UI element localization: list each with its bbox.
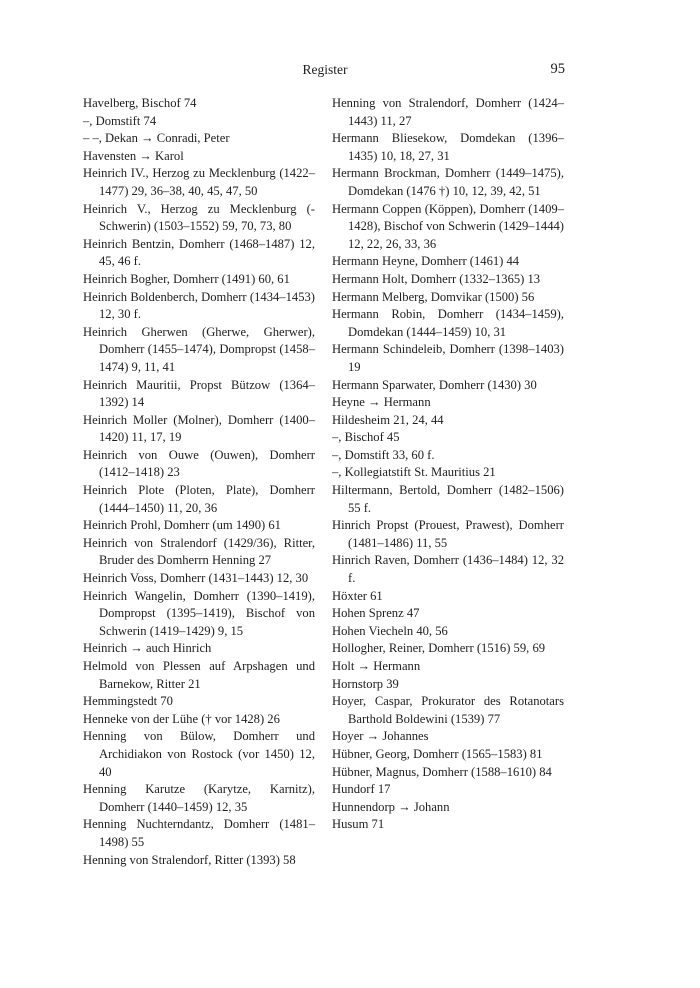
index-entry: –, Domstift 74 bbox=[83, 113, 157, 128]
index-entry: Hermann Heyne, Domherr (1461) 44 bbox=[332, 254, 520, 269]
index-entry: Helmold von Plessen auf Arpshagen und Barnekow, Ritter 21 bbox=[83, 659, 315, 691]
index-entry: Heinrich → auch Hinrich bbox=[83, 641, 212, 656]
index-entry: Hermann Brockman, Domherr (1449–1475), Domdekan (1476 †) 10, 12, 39, 42, 51 bbox=[332, 166, 564, 198]
index-entry: Hübner, Georg, Domherr (1565–1583) 81 bbox=[332, 746, 543, 761]
index-entry: Hohen Viecheln 40, 56 bbox=[332, 623, 448, 638]
index-entry: Heinrich Mauritii, Propst Bützow (1364–1392) 14 bbox=[83, 377, 315, 410]
index-entry: –, Domstift 33, 60 f. bbox=[332, 447, 435, 462]
index-entry: Hermann Schindeleib, Domherr (1398–1403) 19 bbox=[332, 342, 564, 374]
index-entry: Hermann Coppen (Köppen), Domherr (1409–1428), Bischof von Schwerin (1429–1444) 12, 22, 26, 33, 36 bbox=[332, 201, 564, 251]
index-entry: Heinrich von Ouwe (Ouwen), Domherr (1412–1418) 23 bbox=[83, 447, 315, 480]
running-head bbox=[0, 62, 700, 82]
index-entry: Heinrich Voss, Domherr (1431–1443) 12, 30 bbox=[83, 571, 309, 586]
index-entry: Holt → Hermann bbox=[332, 659, 421, 673]
index-entry: Havelberg, Bischof 74 bbox=[83, 96, 197, 110]
index-entry: Hermann Bliesekow, Domdekan (1396–1435) 10, 18, 27, 31 bbox=[332, 131, 564, 163]
index-entry: Henning von Stralendorf, Domherr (1424–1443) 11, 27 bbox=[332, 96, 564, 128]
index-entry: Hornstorp 39 bbox=[332, 676, 399, 691]
index-entry: Henneke von der Lühe († vor 1428) 26 bbox=[83, 711, 280, 726]
index-entry: Hiltermann, Bertold, Domherr (1482–1506) 55 f. bbox=[332, 483, 564, 515]
index-entry: Heinrich Plote (Ploten, Plate), Domherr (1444–1450) 11, 20, 36 bbox=[83, 483, 315, 515]
index-entry: Henning Karutze (Karytze, Karnitz), Domherr (1440–1459) 12, 35 bbox=[83, 782, 315, 814]
index-entry: Heinrich Moller (Molner), Domherr (1400–1420) 11, 17, 19 bbox=[83, 412, 315, 445]
index-entry: Heinrich von Stralendorf (1429/36), Ritter, Bruder des Domherrn Henning 27 bbox=[83, 535, 315, 568]
index-column-left bbox=[83, 95, 315, 869]
index-entry: – –, Dekan → Conradi, Peter bbox=[83, 131, 230, 146]
index-entry: Heinrich Gherwen (Gherwe, Gherwer), Domherr (1455–1474), Dompropst (1458–1474) 9, 11, 41 bbox=[83, 324, 315, 374]
index-entry: Hermann Holt, Domherr (1332–1365) 13 bbox=[332, 271, 541, 286]
index-entry: Hollogher, Reiner, Domherr (1516) 59, 69 bbox=[332, 641, 546, 656]
index-entry: Hunnendorp → Johann bbox=[332, 799, 450, 814]
index-entry: Höxter 61 bbox=[332, 588, 383, 603]
index-entry: Hoyer, Caspar, Prokurator des Rotanotars Barthold Boldewini (1539) 77 bbox=[332, 694, 564, 726]
index-entry: Heinrich Bogher, Domherr (1491) 60, 61 bbox=[83, 271, 290, 286]
index-entry: Hildesheim 21, 24, 44 bbox=[332, 412, 444, 427]
index-entry: Hohen Sprenz 47 bbox=[332, 606, 420, 621]
index-entry: Hermann Sparwater, Domherr (1430) 30 bbox=[332, 377, 537, 392]
index-entry: Heyne → Hermann bbox=[332, 395, 431, 410]
running-title: Register bbox=[302, 62, 348, 77]
index-entry: Heinrich Boldenberch, Domherr (1434–1453) 12, 30 f. bbox=[83, 289, 315, 322]
index-entry: Henning von Bülow, Domherr und Archidiakon von Rostock (vor 1450) 12, 40 bbox=[83, 729, 315, 779]
index-entry: Hinrich Propst (Prouest, Prawest), Domherr (1481–1486) 11, 55 bbox=[332, 518, 564, 550]
index-entry: Hübner, Magnus, Domherr (1588–1610) 84 bbox=[332, 764, 552, 779]
index-entry: Havensten → Karol bbox=[83, 148, 184, 163]
index-entry: Hoyer → Johannes bbox=[332, 729, 429, 744]
index-entry: Hinrich Raven, Domherr (1436–1484) 12, 32 f. bbox=[332, 553, 564, 586]
index-entry: Hermann Melberg, Domvikar (1500) 56 bbox=[332, 289, 535, 304]
index-entry: Hundorf 17 bbox=[332, 782, 391, 797]
index-entry: Hemmingstedt 70 bbox=[83, 694, 173, 709]
index-entry: Heinrich V., Herzog zu Mecklenburg (-Schwerin) (1503–1552) 59, 70, 73, 80 bbox=[83, 201, 315, 234]
index-entry: Heinrich Bentzin, Domherr (1468–1487) 12, 45, 46 f. bbox=[83, 236, 315, 269]
index-entry: Heinrich Wangelin, Domherr (1390–1419), Dompropst (1395–1419), Bischof von Schwerin (1419–1429) 9, 15 bbox=[83, 588, 315, 638]
index-entry: Heinrich IV., Herzog zu Mecklenburg (1422–1477) 29, 36–38, 40, 45, 47, 50 bbox=[83, 166, 315, 198]
index-entry: Henning von Stralendorf, Ritter (1393) 58 bbox=[83, 852, 296, 867]
page-number: 95 bbox=[550, 61, 565, 77]
index-column-right bbox=[332, 95, 564, 834]
index-entry: Henning Nuchterndantz, Domherr (1481–1498) 55 bbox=[83, 817, 315, 849]
index-entry: –, Kollegiatstift St. Mauritius 21 bbox=[332, 465, 496, 480]
index-entry: Hermann Robin, Domherr (1434–1459), Domdekan (1444–1459) 10, 31 bbox=[332, 307, 564, 339]
index-entry: Husum 71 bbox=[332, 817, 385, 832]
index-entry: –, Bischof 45 bbox=[332, 430, 400, 445]
index-entry: Heinrich Prohl, Domherr (um 1490) 61 bbox=[83, 518, 281, 533]
